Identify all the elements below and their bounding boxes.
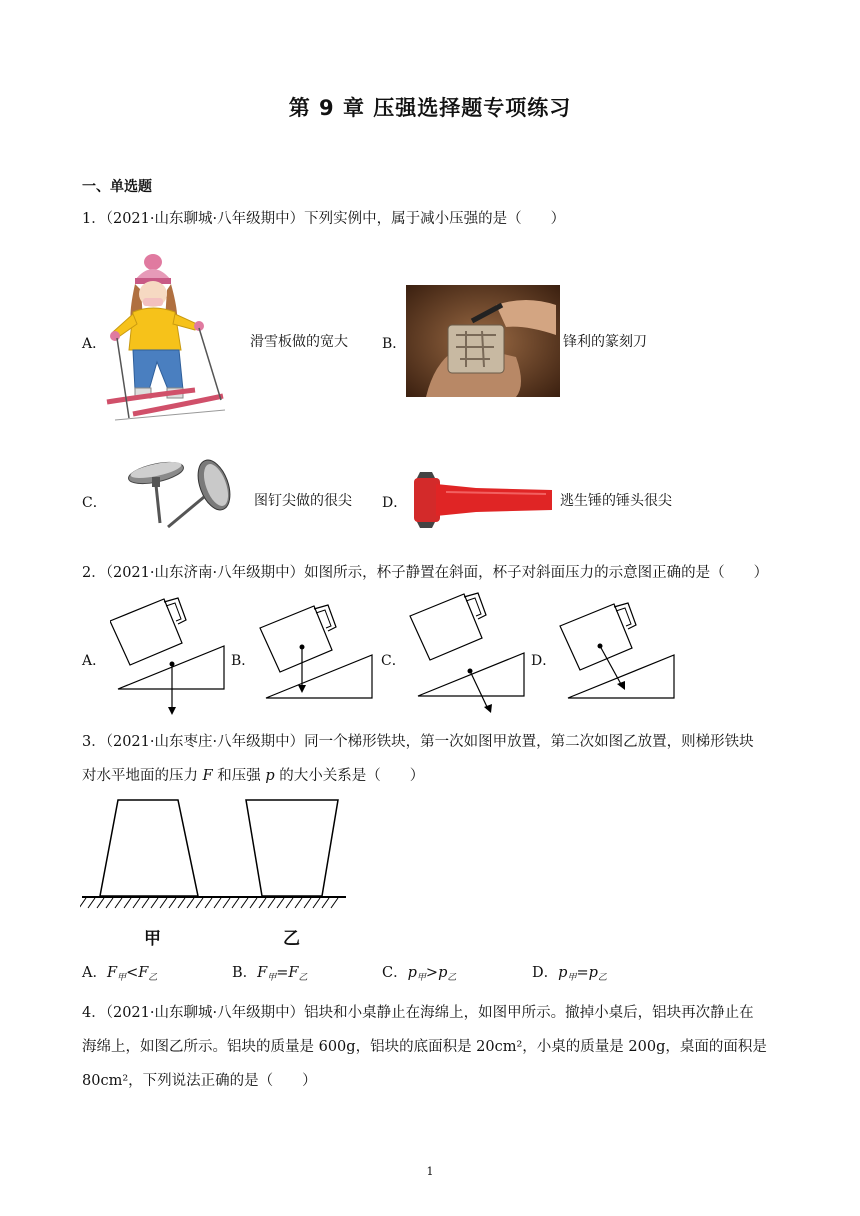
question-4-line2: 海绵上，如图乙所示。铝块的质量是 600g，铝块的底面积是 20cm²，小桌的质量是 200g，桌面的面积是: [82, 1039, 767, 1055]
q3-option-a: A．$F_甲<F_乙$: [82, 965, 158, 983]
q3-label-jia: 甲: [144, 929, 161, 949]
q1-option-c-text: 图钉尖做的很尖: [254, 493, 352, 509]
q2-figure-d: [558, 590, 680, 720]
question-4-line3: 80cm²，下列说法正确的是（ ）: [82, 1073, 317, 1089]
seal-carving-image: [406, 285, 560, 397]
question-3-stem-line2: 对水平地面的压力 F 和压强 p 的大小关系是（ ）: [82, 768, 425, 784]
q1-option-b-text: 锋利的篆刻刀: [563, 334, 647, 350]
q3-option-b: B．$F_甲=F_乙$: [232, 965, 308, 983]
skier-image: [105, 250, 245, 430]
q3-label-yi: 乙: [283, 929, 300, 949]
q3-trapezoid-figure: [80, 796, 350, 916]
page-title: 第 9 章 压强选择题专项练习: [288, 96, 572, 120]
q1-option-c-label: C．: [82, 495, 107, 511]
page-number: 1: [426, 1165, 434, 1178]
question-3-stem-line1: 3．（2021·山东枣庄·八年级期中）同一个梯形铁块，第一次如图甲放置，第二次如图乙放置，则梯形铁块: [82, 734, 754, 750]
q1-option-d-text: 逃生锤的锤头很尖: [560, 493, 672, 509]
thumbtack-image: [118, 455, 250, 535]
safety-hammer-image: [406, 468, 556, 532]
q2-option-a-label: A．: [82, 653, 107, 669]
q2-option-b-label: B．: [231, 653, 256, 669]
q1-option-d-label: D．: [382, 495, 408, 511]
q2-figure-c: [408, 585, 530, 720]
section-heading: 一、单选题: [82, 179, 152, 195]
question-4-line1: 4．（2021·山东聊城·八年级期中）铝块和小桌静止在海绵上，如图甲所示。撤掉小桌后，铝块再次静止在: [82, 1005, 754, 1021]
q2-figure-b: [258, 590, 378, 720]
q2-figure-a: [110, 590, 230, 720]
q1-option-b-label: B．: [382, 336, 407, 352]
q3-option-d: D．$p_甲=p_乙$: [532, 965, 607, 983]
q1-option-a-label: A．: [82, 336, 107, 352]
q2-option-c-label: C．: [381, 653, 406, 669]
q3-option-c: C．$p_甲>p_乙$: [382, 965, 457, 983]
question-2-stem: 2．（2021·山东济南·八年级期中）如图所示，杯子静置在斜面，杯子对斜面压力的示意图正确的是（ ）: [82, 565, 769, 581]
question-1-stem: 1．（2021·山东聊城·八年级期中）下列实例中，属于减小压强的是（ ）: [82, 211, 566, 227]
q2-option-d-label: D．: [531, 653, 557, 669]
q1-option-a-text: 滑雪板做的宽大: [250, 334, 348, 350]
